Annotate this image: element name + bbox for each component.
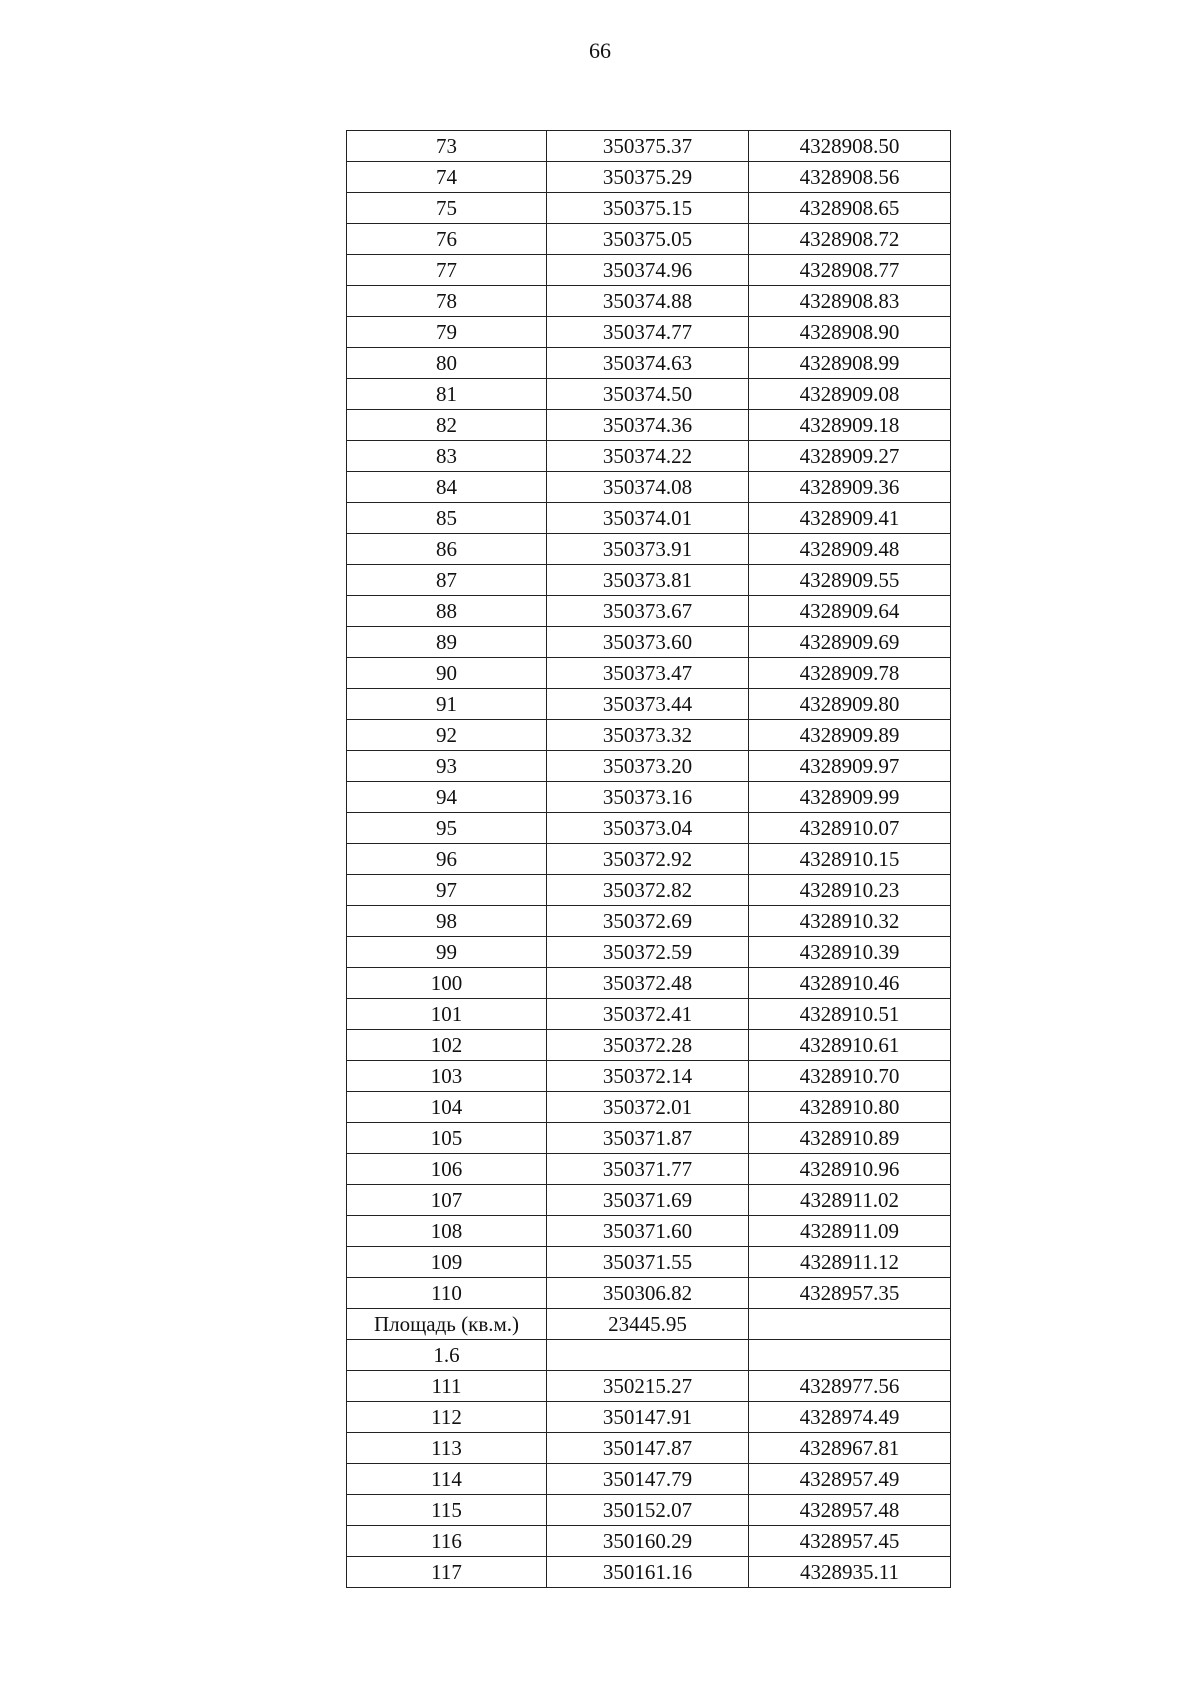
y-coordinate-cell: 4328910.15 <box>749 844 951 875</box>
point-number-cell: 94 <box>347 782 547 813</box>
point-number-cell: 96 <box>347 844 547 875</box>
point-number-cell: 107 <box>347 1185 547 1216</box>
point-number-cell: 106 <box>347 1154 547 1185</box>
point-number-cell: 75 <box>347 193 547 224</box>
table-row <box>347 1433 951 1464</box>
x-coordinate-cell: 350373.04 <box>547 813 749 844</box>
y-coordinate-cell: 4328974.49 <box>749 1402 951 1433</box>
y-coordinate-cell: 4328909.64 <box>749 596 951 627</box>
y-coordinate-cell: 4328967.81 <box>749 1433 951 1464</box>
y-coordinate-cell: 4328908.83 <box>749 286 951 317</box>
y-coordinate-cell: 4328910.32 <box>749 906 951 937</box>
x-coordinate-cell: 350373.67 <box>547 596 749 627</box>
y-coordinate-cell: 4328910.46 <box>749 968 951 999</box>
x-coordinate-cell: 350372.69 <box>547 906 749 937</box>
point-number-cell: 97 <box>347 875 547 906</box>
y-coordinate-cell: 4328910.89 <box>749 1123 951 1154</box>
y-coordinate-cell: 4328977.56 <box>749 1371 951 1402</box>
table-row <box>347 1216 951 1247</box>
x-coordinate-cell: 350147.91 <box>547 1402 749 1433</box>
x-coordinate-cell: 350215.27 <box>547 1371 749 1402</box>
point-number-cell: 86 <box>347 534 547 565</box>
point-number-cell: 83 <box>347 441 547 472</box>
x-coordinate-cell: 350371.60 <box>547 1216 749 1247</box>
table-row <box>347 317 951 348</box>
x-coordinate-cell: 350371.87 <box>547 1123 749 1154</box>
point-number-cell: 116 <box>347 1526 547 1557</box>
x-coordinate-cell: 350374.96 <box>547 255 749 286</box>
y-coordinate-cell: 4328909.80 <box>749 689 951 720</box>
table-row <box>347 565 951 596</box>
point-number-cell: 78 <box>347 286 547 317</box>
x-coordinate-cell: 350372.82 <box>547 875 749 906</box>
coordinates-table <box>346 130 951 1588</box>
point-number-cell: 77 <box>347 255 547 286</box>
point-number-cell: 92 <box>347 720 547 751</box>
point-number-cell: 76 <box>347 224 547 255</box>
point-number-cell: 87 <box>347 565 547 596</box>
table-row <box>347 410 951 441</box>
point-number-cell: 105 <box>347 1123 547 1154</box>
point-number-cell: 74 <box>347 162 547 193</box>
y-coordinate-cell: 4328911.09 <box>749 1216 951 1247</box>
table-row <box>347 844 951 875</box>
y-coordinate-cell: 4328908.50 <box>749 131 951 162</box>
table-row <box>347 999 951 1030</box>
table-row <box>347 1278 951 1309</box>
table-row <box>347 1340 951 1371</box>
point-number-cell: 84 <box>347 472 547 503</box>
table-row <box>347 1247 951 1278</box>
table-row <box>347 937 951 968</box>
y-coordinate-cell: 4328957.45 <box>749 1526 951 1557</box>
table-row <box>347 1185 951 1216</box>
y-coordinate-cell: 4328910.96 <box>749 1154 951 1185</box>
table-row <box>347 131 951 162</box>
x-coordinate-cell: 350372.92 <box>547 844 749 875</box>
y-coordinate-cell: 4328935.11 <box>749 1557 951 1588</box>
y-coordinate-cell <box>749 1340 951 1371</box>
x-coordinate-cell: 350147.87 <box>547 1433 749 1464</box>
x-coordinate-cell: 350147.79 <box>547 1464 749 1495</box>
table-row <box>347 1557 951 1588</box>
y-coordinate-cell <box>749 1309 951 1340</box>
table-row <box>347 1030 951 1061</box>
y-coordinate-cell: 4328909.55 <box>749 565 951 596</box>
x-coordinate-cell: 350152.07 <box>547 1495 749 1526</box>
x-coordinate-cell <box>547 1340 749 1371</box>
x-coordinate-cell: 350375.29 <box>547 162 749 193</box>
y-coordinate-cell: 4328908.90 <box>749 317 951 348</box>
y-coordinate-cell: 4328957.48 <box>749 1495 951 1526</box>
point-number-cell: 115 <box>347 1495 547 1526</box>
table-row <box>347 1402 951 1433</box>
point-number-cell: 103 <box>347 1061 547 1092</box>
x-coordinate-cell: 350373.32 <box>547 720 749 751</box>
y-coordinate-cell: 4328909.97 <box>749 751 951 782</box>
y-coordinate-cell: 4328910.23 <box>749 875 951 906</box>
table-row <box>347 472 951 503</box>
x-coordinate-cell: 350374.01 <box>547 503 749 534</box>
point-number-cell: Площадь (кв.м.) <box>347 1309 547 1340</box>
x-coordinate-cell: 350161.16 <box>547 1557 749 1588</box>
y-coordinate-cell: 4328910.39 <box>749 937 951 968</box>
y-coordinate-cell: 4328911.12 <box>749 1247 951 1278</box>
x-coordinate-cell: 350372.59 <box>547 937 749 968</box>
point-number-cell: 104 <box>347 1092 547 1123</box>
table-row <box>347 1464 951 1495</box>
y-coordinate-cell: 4328909.89 <box>749 720 951 751</box>
table-row <box>347 224 951 255</box>
table-row <box>347 1526 951 1557</box>
y-coordinate-cell: 4328908.65 <box>749 193 951 224</box>
x-coordinate-cell: 350372.48 <box>547 968 749 999</box>
y-coordinate-cell: 4328909.18 <box>749 410 951 441</box>
x-coordinate-cell: 350373.81 <box>547 565 749 596</box>
x-coordinate-cell: 350374.08 <box>547 472 749 503</box>
point-number-cell: 95 <box>347 813 547 844</box>
x-coordinate-cell: 350373.16 <box>547 782 749 813</box>
point-number-cell: 112 <box>347 1402 547 1433</box>
x-coordinate-cell: 350375.05 <box>547 224 749 255</box>
x-coordinate-cell: 350375.37 <box>547 131 749 162</box>
x-coordinate-cell: 350374.77 <box>547 317 749 348</box>
x-coordinate-cell: 350371.55 <box>547 1247 749 1278</box>
y-coordinate-cell: 4328909.08 <box>749 379 951 410</box>
point-number-cell: 88 <box>347 596 547 627</box>
y-coordinate-cell: 4328910.61 <box>749 1030 951 1061</box>
x-coordinate-cell: 23445.95 <box>547 1309 749 1340</box>
y-coordinate-cell: 4328909.99 <box>749 782 951 813</box>
y-coordinate-cell: 4328908.77 <box>749 255 951 286</box>
y-coordinate-cell: 4328911.02 <box>749 1185 951 1216</box>
x-coordinate-cell: 350371.69 <box>547 1185 749 1216</box>
point-number-cell: 101 <box>347 999 547 1030</box>
table-row <box>347 441 951 472</box>
y-coordinate-cell: 4328957.49 <box>749 1464 951 1495</box>
point-number-cell: 1.6 <box>347 1340 547 1371</box>
point-number-cell: 73 <box>347 131 547 162</box>
point-number-cell: 82 <box>347 410 547 441</box>
point-number-cell: 100 <box>347 968 547 999</box>
point-number-cell: 93 <box>347 751 547 782</box>
point-number-cell: 85 <box>347 503 547 534</box>
table-row <box>347 379 951 410</box>
table-row <box>347 1061 951 1092</box>
y-coordinate-cell: 4328910.70 <box>749 1061 951 1092</box>
table-row <box>347 782 951 813</box>
table-row <box>347 1154 951 1185</box>
y-coordinate-cell: 4328908.56 <box>749 162 951 193</box>
point-number-cell: 90 <box>347 658 547 689</box>
y-coordinate-cell: 4328909.78 <box>749 658 951 689</box>
table-row <box>347 968 951 999</box>
point-number-cell: 98 <box>347 906 547 937</box>
table-row <box>347 162 951 193</box>
table-row <box>347 906 951 937</box>
table-row <box>347 348 951 379</box>
point-number-cell: 81 <box>347 379 547 410</box>
point-number-cell: 109 <box>347 1247 547 1278</box>
table-row <box>347 503 951 534</box>
x-coordinate-cell: 350372.14 <box>547 1061 749 1092</box>
x-coordinate-cell: 350374.63 <box>547 348 749 379</box>
table-row <box>347 751 951 782</box>
y-coordinate-cell: 4328909.41 <box>749 503 951 534</box>
y-coordinate-cell: 4328909.36 <box>749 472 951 503</box>
table-row <box>347 193 951 224</box>
x-coordinate-cell: 350375.15 <box>547 193 749 224</box>
x-coordinate-cell: 350373.91 <box>547 534 749 565</box>
table-row <box>347 255 951 286</box>
table-row <box>347 1495 951 1526</box>
y-coordinate-cell: 4328909.27 <box>749 441 951 472</box>
point-number-cell: 114 <box>347 1464 547 1495</box>
y-coordinate-cell: 4328908.72 <box>749 224 951 255</box>
point-number-cell: 79 <box>347 317 547 348</box>
y-coordinate-cell: 4328957.35 <box>749 1278 951 1309</box>
point-number-cell: 99 <box>347 937 547 968</box>
table-row <box>347 1092 951 1123</box>
table-row <box>347 596 951 627</box>
x-coordinate-cell: 350374.88 <box>547 286 749 317</box>
x-coordinate-cell: 350372.28 <box>547 1030 749 1061</box>
page-number: 66 <box>589 38 611 63</box>
table-row <box>347 534 951 565</box>
table-row <box>347 627 951 658</box>
point-number-cell: 108 <box>347 1216 547 1247</box>
point-number-cell: 113 <box>347 1433 547 1464</box>
x-coordinate-cell: 350371.77 <box>547 1154 749 1185</box>
point-number-cell: 102 <box>347 1030 547 1061</box>
y-coordinate-cell: 4328910.80 <box>749 1092 951 1123</box>
point-number-cell: 117 <box>347 1557 547 1588</box>
y-coordinate-cell: 4328909.69 <box>749 627 951 658</box>
table-row <box>347 1123 951 1154</box>
y-coordinate-cell: 4328910.07 <box>749 813 951 844</box>
x-coordinate-cell: 350374.50 <box>547 379 749 410</box>
table-row <box>347 1371 951 1402</box>
x-coordinate-cell: 350160.29 <box>547 1526 749 1557</box>
point-number-cell: 91 <box>347 689 547 720</box>
x-coordinate-cell: 350372.41 <box>547 999 749 1030</box>
x-coordinate-cell: 350306.82 <box>547 1278 749 1309</box>
y-coordinate-cell: 4328909.48 <box>749 534 951 565</box>
point-number-cell: 80 <box>347 348 547 379</box>
x-coordinate-cell: 350374.36 <box>547 410 749 441</box>
coordinates-table-body <box>347 131 951 1588</box>
table-row <box>347 720 951 751</box>
y-coordinate-cell: 4328908.99 <box>749 348 951 379</box>
x-coordinate-cell: 350372.01 <box>547 1092 749 1123</box>
x-coordinate-cell: 350373.60 <box>547 627 749 658</box>
table-row <box>347 658 951 689</box>
table-row <box>347 1309 951 1340</box>
x-coordinate-cell: 350374.22 <box>547 441 749 472</box>
x-coordinate-cell: 350373.44 <box>547 689 749 720</box>
x-coordinate-cell: 350373.20 <box>547 751 749 782</box>
point-number-cell: 110 <box>347 1278 547 1309</box>
table-row <box>347 689 951 720</box>
y-coordinate-cell: 4328910.51 <box>749 999 951 1030</box>
x-coordinate-cell: 350373.47 <box>547 658 749 689</box>
point-number-cell: 89 <box>347 627 547 658</box>
table-row <box>347 286 951 317</box>
table-row <box>347 813 951 844</box>
point-number-cell: 111 <box>347 1371 547 1402</box>
table-row <box>347 875 951 906</box>
